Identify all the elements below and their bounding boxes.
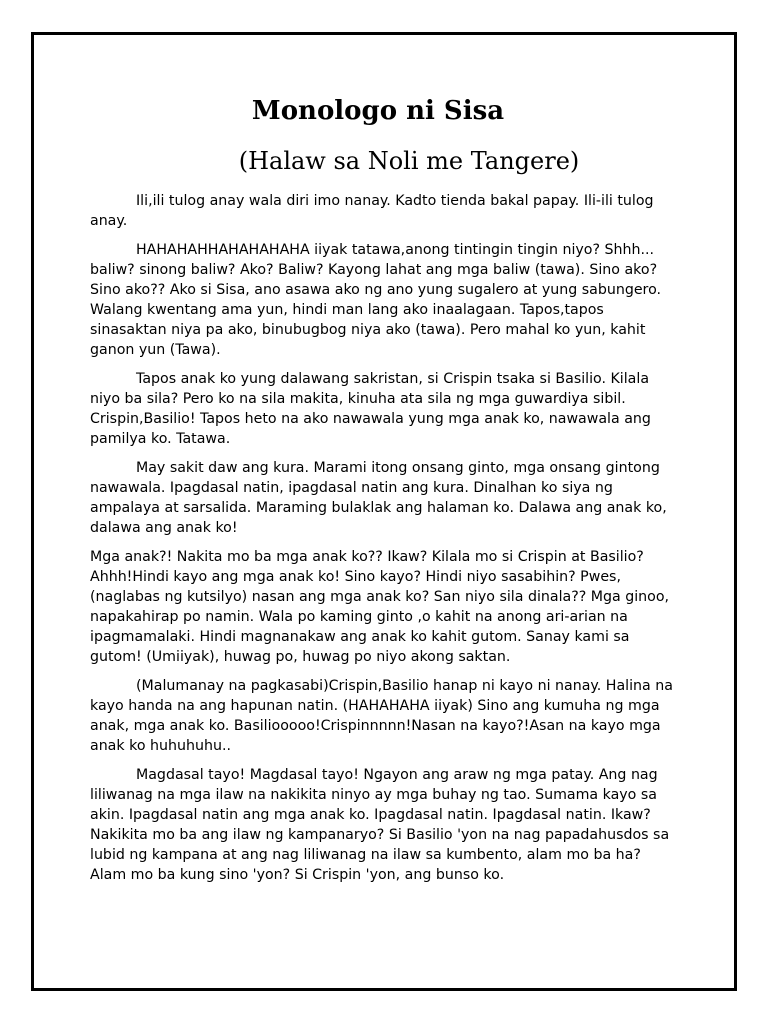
paragraph-5: Mga anak?! Nakita mo ba mga anak ko?? Ikaw? Kilala mo si Crispin at Basilio?Ahhh!Hindi kayo ang mga anak ko! Sino kayo? Hindi niyo sasabihin? Pwes,(naglabas ng kutsilyo) nasan ang mga anak ko? San niyo sila dinala?? Mga ginoo, napakahirap po namin. Wala po kaming ginto ,o kahit na anong ari-arian na ipagmamalaki. Hindi magnanakaw ang anak ko kahit gutom. Sanay kami sa gutom! (Umiiyak), huwag po, huwag po niyo akong saktan.: [90, 549, 670, 665]
document-body: [90, 191, 680, 894]
paragraph-6: (Malumanay na pagkasabi)Crispin,Basilio hanap ni kayo ni nanay. Halina na kayo handa na ang hapunan natin. (HAHAHAHA iiyak) Sino ang kumuha ng mga anak, mga anak ko. Basiliooooo!Crispinnnnn!Nasan na kayo?!Asan na kayo mga anak ko huhuhuhu..: [90, 678, 673, 754]
document-subtitle: (Halaw sa Noli me Tangere): [238, 147, 580, 175]
paragraph-3: Tapos anak ko yung dalawang sakristan, si Crispin tsaka si Basilio. Kilala niyo ba sila? Pero ko na sila makita, kinuha ata sila ng mga guwardiya sibil. Crispin,Basilio! Tapos heto na ako nawawala yung mga anak ko, nawawala ang pamilya ko. Tatawa.: [90, 371, 651, 447]
paragraph-1: Ili,ili tulog anay wala diri imo nanay. Kadto tienda bakal papay. Ili-ili tulog anay.: [90, 193, 654, 229]
paragraph-7: Magdasal tayo! Magdasal tayo! Ngayon ang araw ng mga patay. Ang nag liliwanag na mga ilaw na nakikita ninyo ay mga buhay ng tao. Sumama kayo sa akin. Ipagdasal natin ang mga anak ko. Ipagdasal natin. Ipagdasal natin. Ikaw? Nakikita mo ba ang ilaw ng kampanaryo? Si Basilio 'yon na nag papadahusdos sa lubid ng kampana at ang nag liliwanag na ilaw sa kumbento, alam mo ba ha? Alam mo ba kung sino 'yon? Si Crispin 'yon, ang bunso ko.: [90, 767, 670, 883]
paragraph-4: May sakit daw ang kura. Marami itong onsang ginto, mga onsang gintong nawawala. Ipagdasal natin, ipagdasal natin ang kura. Dinalhan ko siya ng ampalaya at sarsalida. Maraming bulaklak ang halaman ko. Dalawa ang anak ko, dalawa ang anak ko!: [90, 460, 667, 536]
paragraph-2: HAHAHAHHAHAHAHAHA iiyak tatawa,anong tintingin tingin niyo? Shhh... baliw? sinong baliw? Ako? Baliw? Kayong lahat ang mga baliw (tawa). Sino ako? Sino ako?? Ako si Sisa, ano asawa ako ng ano yung sugalero at yung sabungero. Walang kwentang ama yun, hindi man lang ako inaalagaan. Tapos,tapos sinasaktan niya pa ako, binubugbog niya ako (tawa). Pero mahal ko yun, kahit ganon yun (Tawa).: [90, 242, 662, 358]
document-title: Monologo ni Sisa: [251, 96, 505, 126]
